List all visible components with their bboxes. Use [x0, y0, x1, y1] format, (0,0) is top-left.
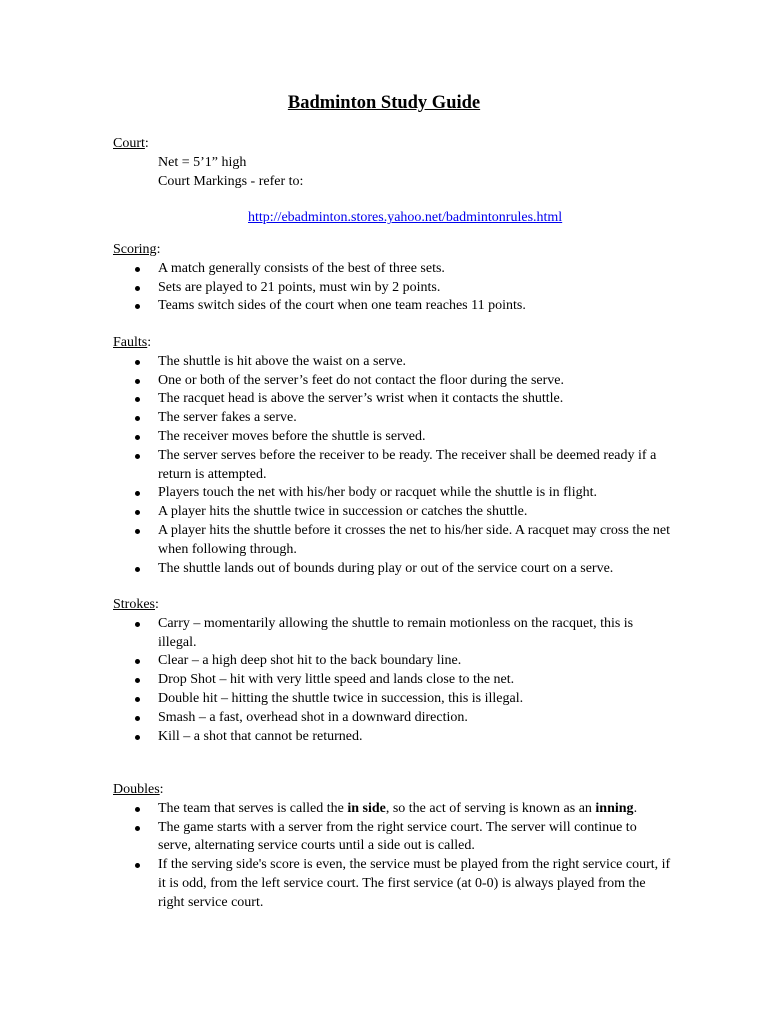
list-item: One or both of the server’s feet do not contact the floor during the serve.	[113, 372, 673, 391]
list-item: A match generally consists of the best of three sets.	[113, 260, 673, 279]
net-height-line: Net = 5’1” high	[158, 154, 247, 170]
page-title: Badminton Study Guide	[287, 93, 481, 113]
list-item: The receiver moves before the shuttle is served.	[113, 428, 673, 447]
list-item: The team that serves is called the in side, so the act of serving is known as an inning.	[113, 800, 673, 819]
faults-heading: Faults:	[113, 335, 152, 350]
list-item: The server serves before the receiver to be ready. The receiver shall be deemed ready if a return is attempted.	[113, 447, 673, 485]
scoring-heading: Scoring:	[113, 242, 161, 257]
list-item: The shuttle lands out of bounds during play or out of the service court on a serve.	[113, 560, 673, 579]
list-item: The racquet head is above the server’s wrist when it contacts the shuttle.	[113, 390, 673, 409]
list-item: The game starts with a server from the right service court. The server will continue to serve, alternating service courts until a side out is called.	[113, 819, 673, 857]
faults-section	[113, 334, 673, 578]
scoring-list	[113, 260, 673, 316]
list-item: Double hit – hitting the shuttle twice in succession, this is illegal.	[113, 690, 673, 709]
list-item: The shuttle is hit above the waist on a serve.	[113, 353, 673, 372]
strokes-list	[113, 615, 673, 747]
doubles-list	[113, 800, 673, 913]
strokes-heading: Strokes:	[113, 597, 159, 612]
doubles-heading: Doubles:	[113, 782, 164, 797]
court-section	[113, 135, 673, 228]
list-item: Teams switch sides of the court when one team reaches 11 points.	[113, 297, 673, 316]
doubles-section	[113, 781, 673, 913]
court-heading: Court:	[113, 136, 149, 151]
list-item: A player hits the shuttle twice in succession or catches the shuttle.	[113, 503, 673, 522]
strokes-section	[113, 596, 673, 746]
in-side-term: in side	[347, 800, 386, 816]
list-item: Smash – a fast, overhead shot in a downward direction.	[113, 709, 673, 728]
court-markings-line: Court Markings - refer to:	[158, 173, 304, 189]
list-item: The server fakes a serve.	[113, 409, 673, 428]
list-item: Sets are played to 21 points, must win by 2 points.	[113, 279, 673, 298]
list-item: Drop Shot – hit with very little speed and lands close to the net.	[113, 671, 673, 690]
list-item: A player hits the shuttle before it crosses the net to his/her side. A racquet may cross the net when following through.	[113, 522, 673, 560]
list-item: If the serving side's score is even, the service must be played from the right service court, if it is odd, from the left service court. The first service (at 0-0) is always played from the right service court.	[113, 856, 673, 912]
inning-term: inning	[595, 800, 634, 816]
faults-list	[113, 353, 673, 579]
badminton-rules-link[interactable]: http://ebadminton.stores.yahoo.net/badmintonrules.html	[248, 210, 563, 226]
list-item: Kill – a shot that cannot be returned.	[113, 728, 673, 747]
list-item: Players touch the net with his/her body or racquet while the shuttle is in flight.	[113, 484, 673, 503]
list-item: Clear – a high deep shot hit to the back boundary line.	[113, 652, 673, 671]
list-item: Carry – momentarily allowing the shuttle to remain motionless on the racquet, this is illegal.	[113, 615, 673, 653]
scoring-section	[113, 241, 673, 316]
